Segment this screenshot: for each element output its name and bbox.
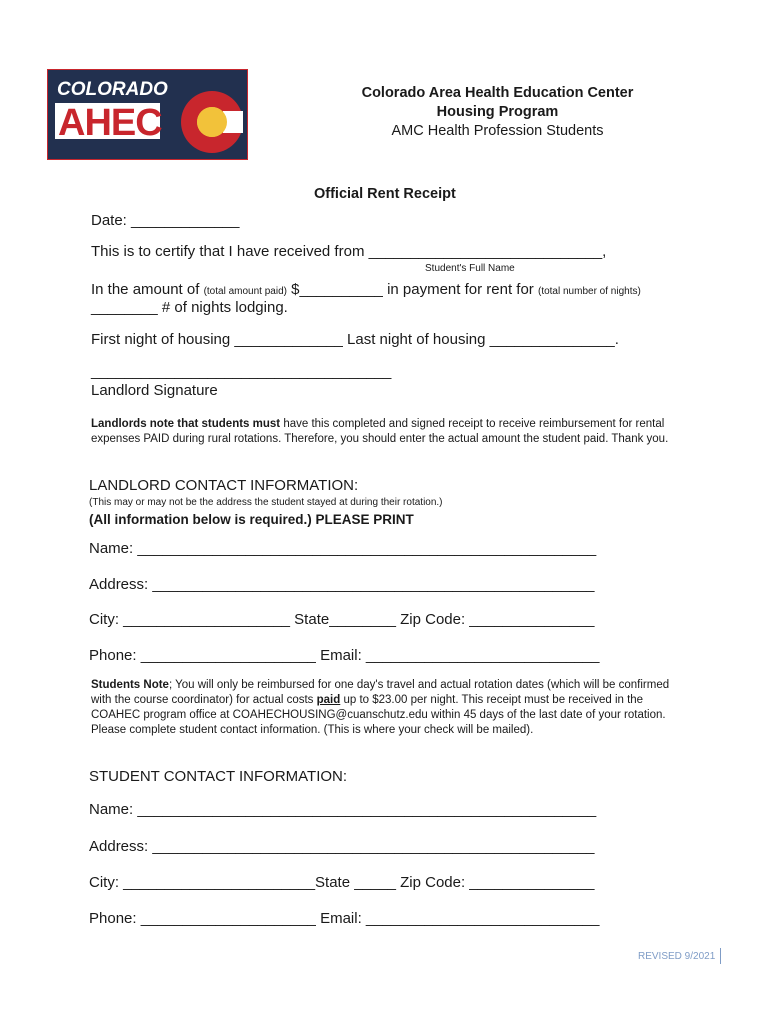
signature-underline: ____________________________________ [91, 363, 392, 380]
landlord-address-field: Address: _____________________________________________________ [89, 576, 595, 593]
landlord-city-state-zip-field: City: ____________________ State________ Zip Code: _______________ [89, 611, 595, 628]
amount-small-label: (total amount paid) [203, 286, 287, 297]
certify-line: This is to certify that I have received from ____________________________, [91, 243, 607, 260]
student-address-field: Address: _____________________________________________________ [89, 838, 595, 855]
students-note-part1: ; You will only be reimbursed for one day's travel and actual rotation dates (which will be confirmed with the course coordinator) for actual costs [91, 679, 670, 706]
logo-main-text: AHEC [58, 102, 162, 144]
colorado-ahec-logo [47, 69, 248, 160]
landlord-note [91, 417, 676, 447]
revision-divider [720, 948, 721, 964]
landlord-note-lead: Landlords note that students must [91, 418, 281, 430]
student-city-state-zip-field: City: _______________________State _____ Zip Code: _______________ [89, 874, 595, 891]
nights-small-label: (total number of nights) [537, 286, 641, 297]
landlord-section-subnote: (This may or may not be the address the student stayed at during their rotation.) [89, 497, 443, 508]
students-note-paid: paid [316, 694, 341, 706]
students-note-lead: Students Note [91, 679, 169, 691]
amount-middle: $__________ in payment for rent for [286, 281, 538, 298]
landlord-required-note: (All information below is required.) PLEASE PRINT [89, 512, 414, 527]
header-subtitle: AMC Health Profession Students [391, 123, 604, 139]
amount-line [91, 281, 641, 298]
student-name-caption: Student's Full Name [425, 263, 515, 274]
students-note-part2: up to $23.00 per night. This receipt must be received in the COAHEC program office at COAHECHOUSING@cuanschutz.edu within 45 days of the last date of your rotation. Please complete student contact information. (This is where your check will be mailed). [91, 694, 666, 736]
student-phone-email-field: Phone: _____________________ Email: ____________________________ [89, 910, 600, 927]
landlord-name-field: Name: _______________________________________________________ [89, 540, 597, 557]
header-org-name: Colorado Area Health Education Center [361, 85, 634, 101]
landlord-note-body: have this completed and signed receipt to receive reimbursement for rental expenses PAID during rural rotations. Therefore, you should enter the actual amount the student paid. Thank you. [91, 418, 669, 445]
nights-lodging-line: ________ # of nights lodging. [91, 299, 288, 316]
housing-nights-line: First night of housing _____________ Last night of housing _______________. [91, 331, 619, 348]
student-name-field: Name: _______________________________________________________ [89, 801, 597, 818]
logo-graphic [47, 69, 248, 160]
document-title: Official Rent Receipt [314, 186, 456, 202]
landlord-phone-email-field: Phone: _____________________ Email: ____________________________ [89, 647, 600, 664]
student-section-heading: STUDENT CONTACT INFORMATION: [89, 768, 348, 785]
landlord-section-heading: LANDLORD CONTACT INFORMATION: [89, 477, 359, 494]
logo-top-text: COLORADO [57, 79, 168, 100]
students-note [91, 678, 676, 738]
header-program: Housing Program [436, 104, 559, 120]
amount-prefix: In the amount of [91, 281, 204, 298]
revision-label: REVISED 9/2021 [638, 951, 716, 962]
date-field: Date: _____________ [91, 212, 240, 229]
signature-label: Landlord Signature [91, 382, 218, 399]
